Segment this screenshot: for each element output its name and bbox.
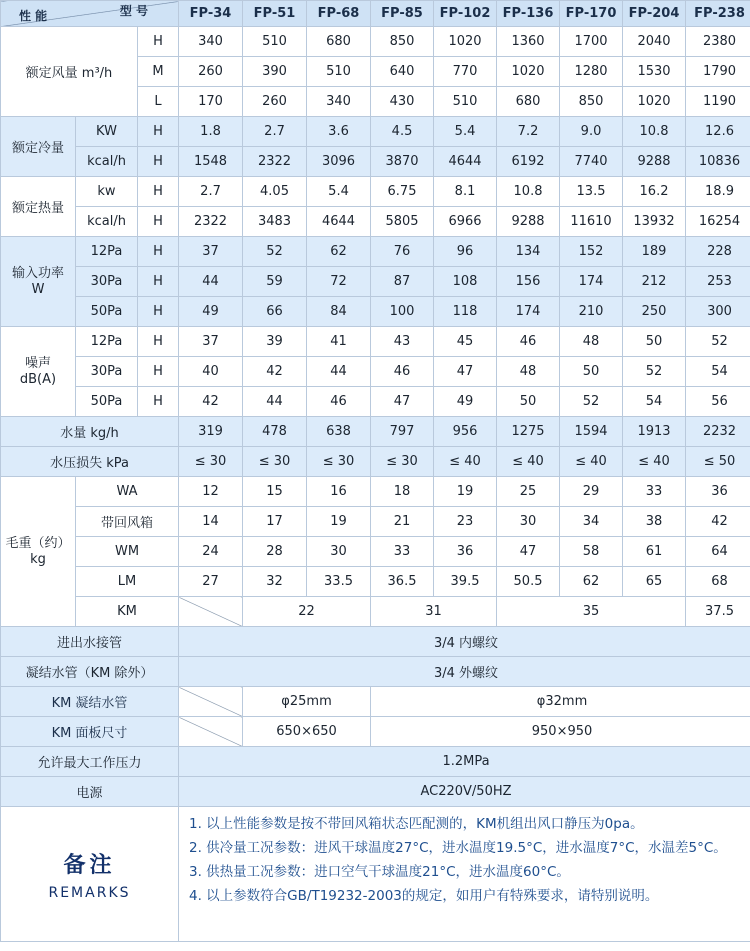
max-pressure-value: 1.2MPa (179, 747, 750, 777)
value-cell: 42 (179, 387, 243, 417)
value-cell: 30 (307, 537, 371, 567)
value-cell: ≤ 50 (686, 447, 750, 477)
speed-cell: H (138, 207, 179, 237)
value-cell: ≤ 30 (179, 447, 243, 477)
value-cell: 76 (371, 237, 434, 267)
value-cell: 250 (623, 297, 686, 327)
weight-km-row (1, 597, 750, 627)
km-panel-row (1, 717, 750, 747)
value-cell: 68 (686, 567, 750, 597)
value-cell: 156 (497, 267, 560, 297)
speed-cell: H (138, 357, 179, 387)
value-cell: 2.7 (243, 117, 307, 147)
model-name: FP-34 (179, 1, 243, 27)
value-cell: 3.6 (307, 117, 371, 147)
value-cell: 174 (560, 267, 623, 297)
value-cell: 2322 (179, 207, 243, 237)
value-cell: 2380 (686, 27, 750, 57)
noise-row (1, 387, 750, 417)
heating-label: 额定热量 (1, 177, 76, 237)
value-cell: 52 (243, 237, 307, 267)
value-cell: 638 (307, 417, 371, 447)
value-cell: 6192 (497, 147, 560, 177)
value-cell: 23 (434, 507, 497, 537)
km-panel-value-1: 650×650 (243, 717, 371, 747)
value-cell: 260 (243, 87, 307, 117)
value-cell: 9.0 (560, 117, 623, 147)
value-cell: 37.5 (686, 597, 750, 627)
value-cell: 58 (560, 537, 623, 567)
value-cell: 212 (623, 267, 686, 297)
max-pressure-label: 允许最大工作压力 (1, 747, 179, 777)
value-cell: 72 (307, 267, 371, 297)
value-cell: 96 (434, 237, 497, 267)
value-cell: 54 (623, 387, 686, 417)
value-cell: 46 (497, 327, 560, 357)
value-cell: 18 (371, 477, 434, 507)
model-name: FP-170 (560, 1, 623, 27)
model-name: FP-238 (686, 1, 750, 27)
model-header: 型 号 (119, 4, 149, 18)
value-cell: 770 (434, 57, 497, 87)
value-cell: 42 (243, 357, 307, 387)
value-cell: 210 (560, 297, 623, 327)
value-cell: 39 (243, 327, 307, 357)
weight-label-line1: 毛重（约） (5, 535, 71, 551)
cooling-row (1, 117, 750, 147)
value-cell: 4644 (307, 207, 371, 237)
weight-type-cell: WM (76, 537, 179, 567)
value-cell: 478 (243, 417, 307, 447)
pressure-cell: 30Pa (76, 267, 138, 297)
value-cell: 2322 (243, 147, 307, 177)
value-cell: 228 (686, 237, 750, 267)
value-cell: 390 (243, 57, 307, 87)
value-cell: ≤ 40 (434, 447, 497, 477)
km-condensate-label: KM 凝结水管 (1, 687, 179, 717)
value-cell: 15 (243, 477, 307, 507)
pressure-cell: 12Pa (76, 237, 138, 267)
value-cell: 2040 (623, 27, 686, 57)
value-cell: 14 (179, 507, 243, 537)
km-condensate-value-2: φ32mm (371, 687, 750, 717)
remark-note: 3. 供热量工况参数：进口空气干球温度21°C，进水温度60°C。 (189, 864, 570, 880)
value-cell: 29 (560, 477, 623, 507)
value-cell: 1700 (560, 27, 623, 57)
value-cell: 16 (307, 477, 371, 507)
unit-cell: kw (76, 177, 138, 207)
value-cell: 680 (497, 87, 560, 117)
speed-cell: H (138, 387, 179, 417)
value-cell: 35 (497, 597, 686, 627)
value-cell: 1530 (623, 57, 686, 87)
value-cell: 2232 (686, 417, 750, 447)
value-cell: 13932 (623, 207, 686, 237)
power-label (1, 237, 76, 327)
remarks-notes (179, 807, 750, 942)
value-cell: 850 (371, 27, 434, 57)
cooling-row (1, 147, 750, 177)
value-cell: 27 (179, 567, 243, 597)
value-cell: 7.2 (497, 117, 560, 147)
remarks-row (1, 807, 750, 942)
value-cell: 340 (307, 87, 371, 117)
value-cell: 340 (179, 27, 243, 57)
condensate-row (1, 657, 750, 687)
value-cell: 9288 (497, 207, 560, 237)
power-row (1, 237, 750, 267)
water-flow-label: 水量 kg/h (1, 417, 179, 447)
value-cell: 4644 (434, 147, 497, 177)
value-cell: 40 (179, 357, 243, 387)
value-cell: 10.8 (497, 177, 560, 207)
speed-cell: H (138, 267, 179, 297)
value-cell: 43 (371, 327, 434, 357)
value-cell: 1360 (497, 27, 560, 57)
power-supply-label: 电源 (1, 777, 179, 807)
value-cell: 6966 (434, 207, 497, 237)
value-cell: 3096 (307, 147, 371, 177)
value-cell: ≤ 40 (623, 447, 686, 477)
model-name: FP-136 (497, 1, 560, 27)
value-cell: 52 (560, 387, 623, 417)
value-cell: 62 (307, 237, 371, 267)
inlet-outlet-label: 进出水接管 (1, 627, 179, 657)
km-panel-value-2: 950×950 (371, 717, 750, 747)
value-cell: 47 (434, 357, 497, 387)
power-supply-row (1, 777, 750, 807)
value-cell: ≤ 30 (243, 447, 307, 477)
value-cell: 22 (243, 597, 371, 627)
value-cell: 38 (623, 507, 686, 537)
value-cell: ≤ 30 (307, 447, 371, 477)
value-cell: 52 (686, 327, 750, 357)
value-cell: 7740 (560, 147, 623, 177)
value-cell: ≤ 30 (371, 447, 434, 477)
value-cell: 46 (307, 387, 371, 417)
model-name: FP-204 (623, 1, 686, 27)
value-cell: 100 (371, 297, 434, 327)
value-cell: 1020 (434, 27, 497, 57)
condensate-label: 凝结水管（KM 除外） (1, 657, 179, 687)
condensate-value: 3/4 外螺纹 (179, 657, 750, 687)
value-cell: 61 (623, 537, 686, 567)
value-cell: 65 (623, 567, 686, 597)
value-cell: 2.7 (179, 177, 243, 207)
value-cell: 956 (434, 417, 497, 447)
noise-label (1, 327, 76, 417)
value-cell: 19 (434, 477, 497, 507)
value-cell: 174 (497, 297, 560, 327)
weight-row (1, 477, 750, 507)
value-cell: 50 (560, 357, 623, 387)
power-row (1, 297, 750, 327)
inlet-outlet-row (1, 627, 750, 657)
value-cell: 3870 (371, 147, 434, 177)
airflow-row (1, 27, 750, 57)
value-cell: 5.4 (307, 177, 371, 207)
value-cell: 37 (179, 237, 243, 267)
speed-cell: H (138, 27, 179, 57)
value-cell: 3483 (243, 207, 307, 237)
value-cell: 49 (179, 297, 243, 327)
value-cell: 42 (686, 507, 750, 537)
value-cell: 10.8 (623, 117, 686, 147)
pressure-cell: 30Pa (76, 357, 138, 387)
speed-cell: H (138, 297, 179, 327)
value-cell: 9288 (623, 147, 686, 177)
value-cell: 66 (243, 297, 307, 327)
value-cell: 44 (243, 387, 307, 417)
power-row (1, 267, 750, 297)
value-cell: 1280 (560, 57, 623, 87)
weight-label (1, 477, 76, 627)
value-cell: 46 (371, 357, 434, 387)
heating-row (1, 207, 750, 237)
value-cell: 4.5 (371, 117, 434, 147)
value-cell: 17 (243, 507, 307, 537)
weight-label-line2: kg (30, 551, 46, 567)
speed-cell: H (138, 177, 179, 207)
value-cell: 54 (686, 357, 750, 387)
value-cell: 170 (179, 87, 243, 117)
pressure-cell: 12Pa (76, 327, 138, 357)
value-cell: 108 (434, 267, 497, 297)
remarks-title: 备注 (63, 852, 116, 878)
value-cell: 47 (497, 537, 560, 567)
value-cell: 430 (371, 87, 434, 117)
remark-note: 2. 供冷量工况参数：进风干球温度27°C，进水温度19.5°C，进水温度7°C，水温差5°C。 (189, 840, 727, 856)
speed-cell: H (138, 117, 179, 147)
value-cell: 11610 (560, 207, 623, 237)
value-cell: 152 (560, 237, 623, 267)
value-cell: 50 (497, 387, 560, 417)
water-flow-row (1, 417, 750, 447)
value-cell: 44 (307, 357, 371, 387)
empty-diagonal-cell (179, 597, 243, 627)
value-cell: 48 (560, 327, 623, 357)
value-cell: 59 (243, 267, 307, 297)
value-cell: 48 (497, 357, 560, 387)
value-cell: 1594 (560, 417, 623, 447)
value-cell: 34 (560, 507, 623, 537)
empty-diagonal-cell (179, 687, 243, 717)
value-cell: 31 (371, 597, 497, 627)
header-row (1, 1, 750, 27)
value-cell: 189 (623, 237, 686, 267)
inlet-outlet-value: 3/4 内螺纹 (179, 627, 750, 657)
value-cell: 36 (434, 537, 497, 567)
value-cell: 510 (434, 87, 497, 117)
value-cell: 1020 (623, 87, 686, 117)
value-cell: 33.5 (307, 567, 371, 597)
value-cell: 12 (179, 477, 243, 507)
value-cell: 319 (179, 417, 243, 447)
value-cell: 49 (434, 387, 497, 417)
speed-cell: L (138, 87, 179, 117)
model-name: FP-85 (371, 1, 434, 27)
value-cell: ≤ 40 (560, 447, 623, 477)
value-cell: ≤ 40 (497, 447, 560, 477)
km-condensate-row (1, 687, 750, 717)
weight-row (1, 537, 750, 567)
weight-row (1, 507, 750, 537)
unit-cell: kcal/h (76, 207, 138, 237)
value-cell: 47 (371, 387, 434, 417)
speed-cell: H (138, 237, 179, 267)
noise-label-line2: dB(A) (19, 371, 57, 387)
value-cell: 21 (371, 507, 434, 537)
pressure-cell: 50Pa (76, 297, 138, 327)
value-cell: 33 (371, 537, 434, 567)
value-cell: 19 (307, 507, 371, 537)
speed-cell: H (138, 327, 179, 357)
value-cell: 30 (497, 507, 560, 537)
value-cell: 12.6 (686, 117, 750, 147)
km-condensate-value-1: φ25mm (243, 687, 371, 717)
model-name: FP-51 (243, 1, 307, 27)
value-cell: 134 (497, 237, 560, 267)
performance-header: 性 能 (19, 9, 48, 23)
value-cell: 5.4 (434, 117, 497, 147)
value-cell: 1913 (623, 417, 686, 447)
value-cell: 50.5 (497, 567, 560, 597)
value-cell: 118 (434, 297, 497, 327)
value-cell: 4.05 (243, 177, 307, 207)
water-pressure-loss-label: 水压损失 kPa (1, 447, 179, 477)
airflow-label: 额定风量 m³/h (1, 27, 138, 117)
value-cell: 10836 (686, 147, 750, 177)
speed-cell: H (138, 147, 179, 177)
value-cell: 37 (179, 327, 243, 357)
weight-type-cell: WA (76, 477, 179, 507)
value-cell: 640 (371, 57, 434, 87)
unit-cell: KW (76, 117, 138, 147)
remark-note: 4. 以上参数符合GB/T19232-2003的规定，如用户有特殊要求，请特别说明。 (189, 888, 659, 904)
value-cell: 797 (371, 417, 434, 447)
value-cell: 45 (434, 327, 497, 357)
value-cell: 87 (371, 267, 434, 297)
value-cell: 1275 (497, 417, 560, 447)
value-cell: 1790 (686, 57, 750, 87)
value-cell: 32 (243, 567, 307, 597)
heating-row (1, 177, 750, 207)
header-corner-cell (1, 1, 179, 27)
value-cell: 41 (307, 327, 371, 357)
noise-label-line1: 噪声 (24, 355, 51, 371)
water-pressure-loss-row (1, 447, 750, 477)
weight-row (1, 567, 750, 597)
value-cell: 6.75 (371, 177, 434, 207)
remarks-heading-cell (1, 807, 179, 942)
value-cell: 33 (623, 477, 686, 507)
value-cell: 24 (179, 537, 243, 567)
value-cell: 28 (243, 537, 307, 567)
model-name: FP-68 (307, 1, 371, 27)
cooling-label: 额定冷量 (1, 117, 76, 177)
weight-type-cell: LM (76, 567, 179, 597)
remark-note: 1. 以上性能参数是按不带回风箱状态匹配测的，KM机组出风口静压为0pa。 (189, 816, 644, 832)
value-cell: 44 (179, 267, 243, 297)
noise-row (1, 357, 750, 387)
value-cell: 62 (560, 567, 623, 597)
value-cell: 1.8 (179, 117, 243, 147)
value-cell: 25 (497, 477, 560, 507)
value-cell: 18.9 (686, 177, 750, 207)
unit-cell: kcal/h (76, 147, 138, 177)
value-cell: 260 (179, 57, 243, 87)
speed-cell: M (138, 57, 179, 87)
value-cell: 510 (243, 27, 307, 57)
value-cell: 850 (560, 87, 623, 117)
value-cell: 56 (686, 387, 750, 417)
pressure-cell: 50Pa (76, 387, 138, 417)
power-label-line1: 输入功率 (11, 265, 64, 281)
value-cell: 5805 (371, 207, 434, 237)
value-cell: 39.5 (434, 567, 497, 597)
value-cell: 8.1 (434, 177, 497, 207)
value-cell: 680 (307, 27, 371, 57)
noise-row (1, 327, 750, 357)
max-pressure-row (1, 747, 750, 777)
power-label-line2: W (31, 281, 45, 297)
weight-type-cell: KM (76, 597, 179, 627)
weight-type-cell: 带回风箱 (76, 507, 179, 537)
value-cell: 50 (623, 327, 686, 357)
value-cell: 16254 (686, 207, 750, 237)
value-cell: 64 (686, 537, 750, 567)
value-cell: 1548 (179, 147, 243, 177)
value-cell: 84 (307, 297, 371, 327)
km-panel-label: KM 面板尺寸 (1, 717, 179, 747)
value-cell: 36 (686, 477, 750, 507)
value-cell: 13.5 (560, 177, 623, 207)
remarks-subtitle: REMARKS (48, 884, 131, 901)
value-cell: 36.5 (371, 567, 434, 597)
value-cell: 52 (623, 357, 686, 387)
empty-diagonal-cell (179, 717, 243, 747)
value-cell: 510 (307, 57, 371, 87)
value-cell: 1020 (497, 57, 560, 87)
value-cell: 1190 (686, 87, 750, 117)
value-cell: 16.2 (623, 177, 686, 207)
model-name: FP-102 (434, 1, 497, 27)
power-supply-value: AC220V/50HZ (179, 777, 750, 807)
value-cell: 300 (686, 297, 750, 327)
value-cell: 253 (686, 267, 750, 297)
